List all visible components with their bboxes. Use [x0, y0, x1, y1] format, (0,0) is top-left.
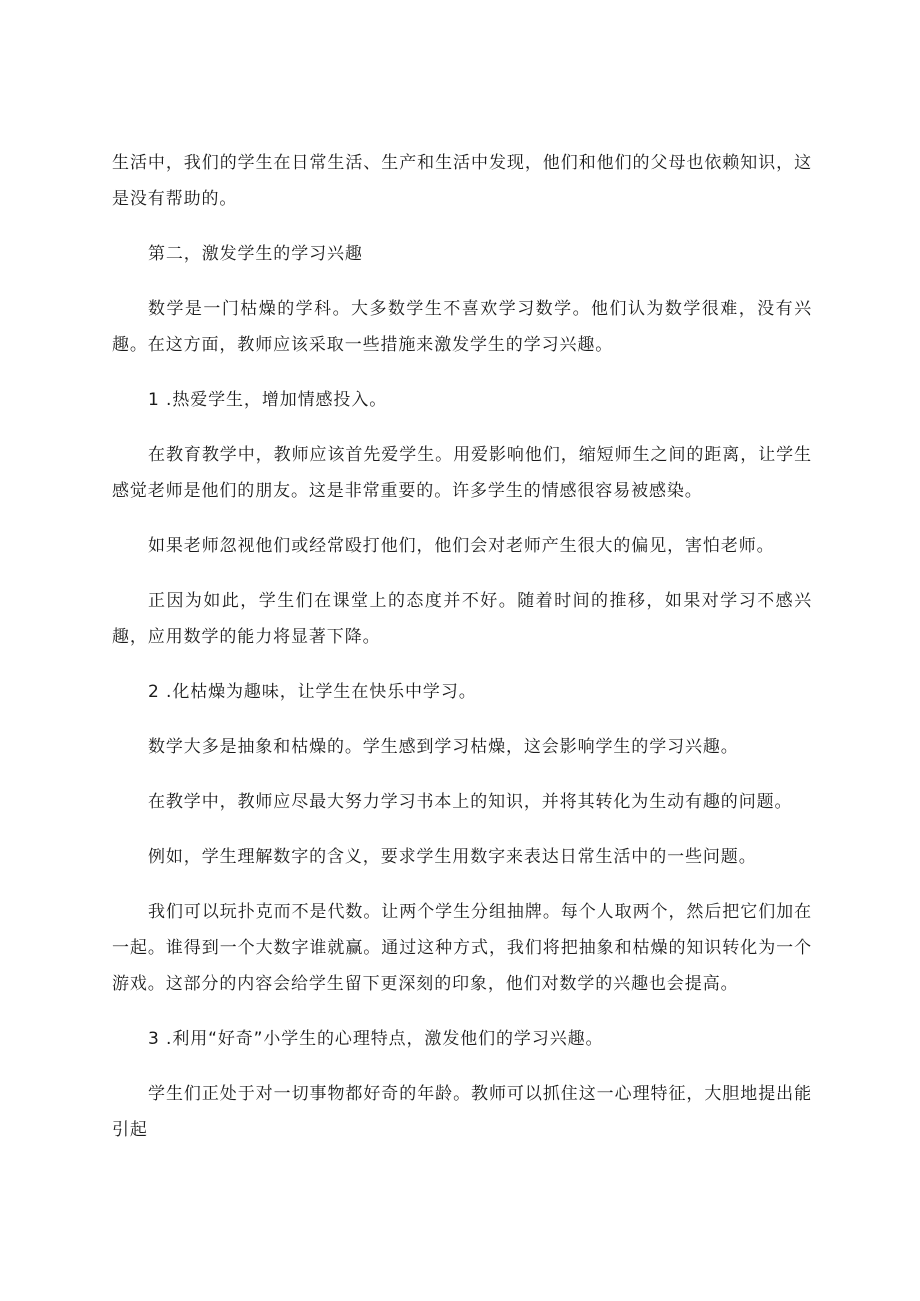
paragraph-continuation: 生活中，我们的学生在日常生活、生产和生活中发现，他们和他们的父母也依赖知识，这是没有帮助的。	[112, 153, 812, 209]
paragraph: 数学是一门枯燥的学科。大多数学生不喜欢学习数学。他们认为数学很难，没有兴趣。在这方面，教师应该采取一些措施来激发学生的学习兴趣。	[112, 299, 812, 355]
paragraph: 在教学中，教师应尽最大努力学习书本上的知识，并将其转化为生动有趣的问题。	[148, 792, 793, 812]
list-heading-2: 2 .化枯燥为趣味，让学生在快乐中学习。	[148, 682, 477, 702]
paragraph-truncated: 学生们正处于对一切事物都好奇的年龄。教师可以抓住这一心理特征，大胆地提出能引起	[112, 1084, 812, 1140]
document-body	[112, 145, 812, 1148]
list-heading-1: 1 .热爱学生，增加情感投入。	[148, 390, 388, 410]
paragraph: 数学大多是抽象和枯燥的。学生感到学习枯燥，这会影响学生的学习兴趣。	[148, 737, 739, 757]
paragraph: 在教育教学中，教师应该首先爱学生。用爱影响他们，缩短师生之间的距离，让学生感觉老师是他们的朋友。这是非常重要的。许多学生的情感很容易被感染。	[112, 445, 812, 501]
section-heading: 第二，激发学生的学习兴趣	[148, 244, 363, 264]
paragraph: 例如，学生理解数字的含义，要求学生用数字来表达日常生活中的一些问题。	[148, 847, 757, 867]
list-heading-3: 3 .利用“好奇”小学生的心理特点，激发他们的学习兴趣。	[148, 1029, 604, 1049]
paragraph: 如果老师忽视他们或经常殴打他们，他们会对老师产生很大的偏见，害怕老师。	[148, 536, 775, 556]
paragraph: 正因为如此，学生们在课堂上的态度并不好。随着时间的推移，如果对学习不感兴趣，应用数学的能力将显著下降。	[112, 591, 812, 647]
paragraph: 我们可以玩扑克而不是代数。让两个学生分组抽牌。每个人取两个，然后把它们加在一起。谁得到一个大数字谁就赢。通过这种方式，我们将把抽象和枯燥的知识转化为一个游戏。这部分的内容会给学生留下更深刻的印象，他们对数学的兴趣也会提高。	[112, 902, 812, 994]
